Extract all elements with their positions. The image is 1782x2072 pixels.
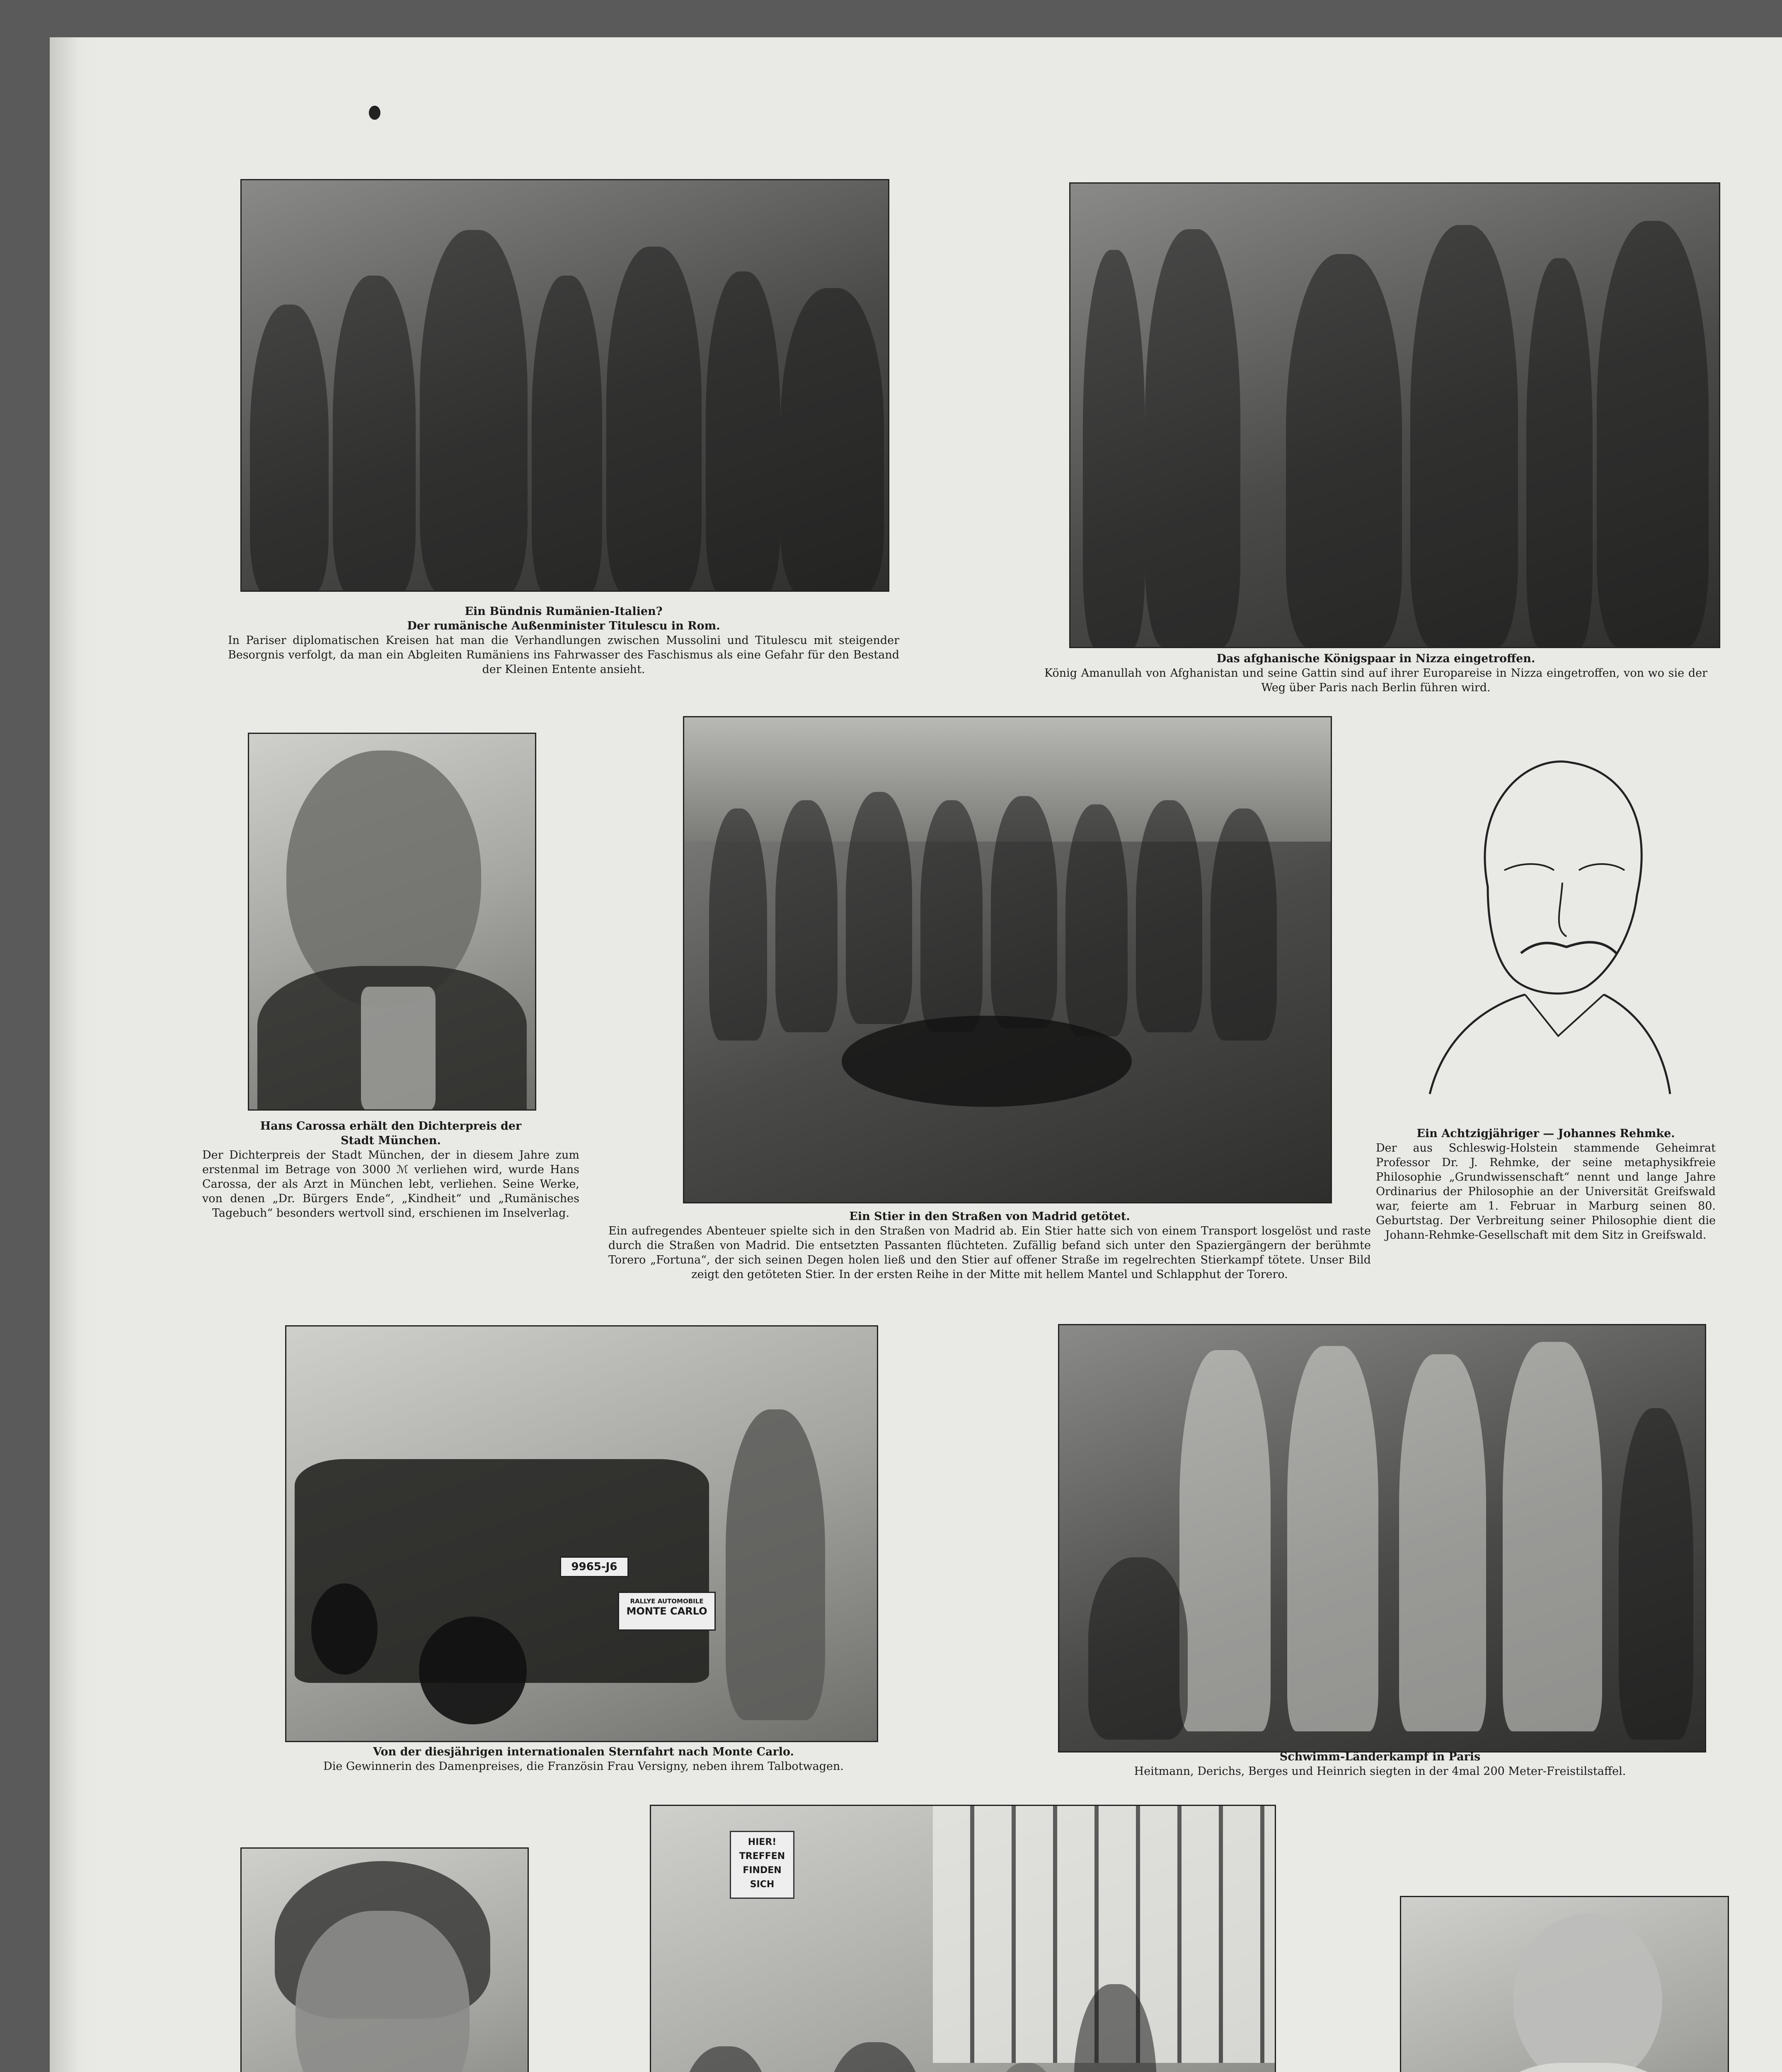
caption-title: Schwimm-Länderkampf in Paris — [1279, 1750, 1481, 1763]
rally-sign-line1: RALLYE AUTOMOBILE — [630, 1598, 704, 1605]
caption-swimming — [1036, 1750, 1724, 1779]
caption-title: Ein Achtzigjähriger — Johannes Rehmke. — [1416, 1127, 1675, 1140]
photo-johanna-wolff — [240, 1847, 529, 2072]
caption-body: König Amanullah von Afghanistan und seine Gattin sind auf ihrer Europareise in Nizza eingetroffen, von wo sie der Weg über Paris nach Berlin führen wird. — [1044, 667, 1707, 694]
rally-sign-line2: MONTE CARLO — [626, 1605, 707, 1617]
photo-hans-carossa — [248, 733, 536, 1111]
photo-afghan-royal-couple — [1069, 182, 1720, 648]
photo-stuttgart-typewriter-room — [650, 1805, 1276, 2072]
caption-body: Die Gewinnerin des Damenpreises, die Französin Frau Versigny, neben ihrem Talbotwagen. — [323, 1760, 844, 1773]
photo-titulescu-rome — [240, 179, 889, 592]
caption-title: Ein Stier in den Straßen von Madrid getötet. — [849, 1210, 1130, 1223]
photo-monte-carlo-car — [285, 1325, 878, 1742]
caption-carossa — [202, 1119, 579, 1220]
photo-romano-mussolini — [1400, 1896, 1729, 2072]
license-plate: 9965-J6 — [560, 1556, 629, 1577]
caption-title: Ein Bündnis Rumänien-Italien? — [465, 605, 663, 618]
caption-title: Hans Carossa erhält den Dichterpreis der Stadt München. — [260, 1120, 522, 1147]
page-binding-edge — [50, 37, 99, 2072]
caption-body: Heitmann, Derichs, Berges und Heinrich siegten in der 4mal 200 Meter-Freistilstaffel. — [1134, 1765, 1626, 1778]
caption-titulescu — [228, 604, 899, 677]
caption-title: Das afghanische Königspaar in Nizza eingetroffen. — [1216, 652, 1535, 665]
caption-body: Ein aufregendes Abenteuer spielte sich in den Straßen von Madrid ab. Ein Stier hatte sich von einem Transport losgelöst und raste durch die Straßen von Madrid. Die entsetzten Passanten flüchteten. Zufällig befand sich unter den Spaziergängern der berühmte Torero „Fortuna“, der sich seinen Degen holen ließ und den Stier auf offener Straße im regelrechten Stierkampf tötete. Unser Bild zeigt den getöteten Stier. In der ersten Reihe in der Mitte mit hellem Mantel und Schlapphut der Torero. — [608, 1225, 1371, 1281]
caption-madrid — [608, 1209, 1371, 1282]
caption-body: In Pariser diplomatischen Kreisen hat man die Verhandlungen zwischen Mussolini und Titulescu mit steigender Besorgnis verfolgt, da man ein Abgleiten Rumäniens ins Fahrwasser des Faschismus als eine Gefahr für den Bestand der Kleinen Entente ansieht. — [228, 634, 899, 676]
rally-sign — [618, 1592, 716, 1631]
caption-title: Von der diesjährigen internationalen Sternfahrt nach Monte Carlo. — [373, 1745, 794, 1758]
caption-afghan — [1044, 651, 1707, 695]
caption-body: Der aus Schleswig-Holstein stammende Geheimrat Professor Dr. J. Rehmke, der seine metaphysikfreie Philosophie „Grundwissenschaft“ nennt und lange Jahre Ordinarius der Philosophie an der Universität Greifswald war, feierte am 1. Februar in Marburg seinen 80. Geburtstag. Der Verbreitung seiner Philosophie dient die Johann-Rehmke-Gesellschaft mit dem Sitz in Greifswald. — [1376, 1142, 1716, 1242]
portrait-sketch-icon — [1421, 738, 1683, 1102]
caption-subtitle: Der rumänische Außenminister Titulescu in Rom. — [407, 620, 720, 632]
caption-body: Der Dichterpreis der Stadt München, der in diesem Jahre zum erstenmal im Betrage von 3000 ℳ verliehen wird, wurde Hans Carossa, der als Arzt in München lebt, verliehen. Seine Werke, von denen „Dr. Bürgers Ende“, „Kindheit“ und „Rumänisches Tagebuch“ besonders wertvoll sind, erschienen im Inselverlag. — [202, 1149, 579, 1220]
sketch-johannes-rehmke — [1421, 738, 1683, 1102]
photo-bull-madrid — [683, 716, 1332, 1203]
photo-swimmers-paris — [1058, 1324, 1706, 1752]
office-sign: HIER! TREFFEN FINDEN SICH — [730, 1831, 794, 1899]
binding-hole — [369, 106, 380, 120]
caption-rehmke — [1376, 1126, 1716, 1242]
caption-monte-carlo — [215, 1745, 952, 1774]
